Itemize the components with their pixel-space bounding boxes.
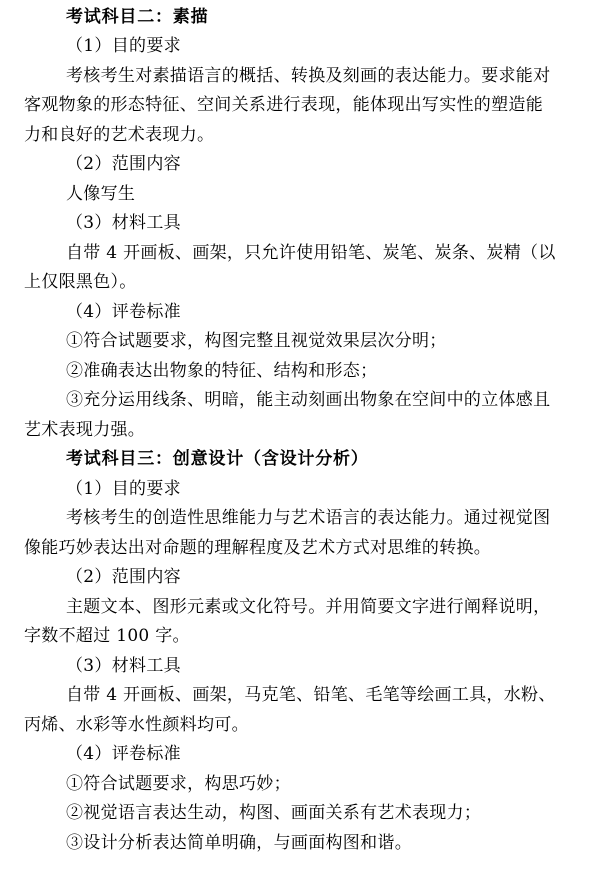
paragraph-line: 人像写生 [66,184,136,204]
list-item: ③设计分析表达简单明确，与画面构图和谐。 [66,833,412,853]
subheading-scope: （2）范围内容 [66,154,181,174]
paragraph-line: 客观物象的形态特征、空间关系进行表现，能体现出写实性的塑造能 [24,95,543,115]
list-item: ②视觉语言表达生动，构图、画面关系有艺术表现力； [66,803,482,823]
section-heading-creative-design: 考试科目三：创意设计（含设计分析） [66,449,369,469]
paragraph-line: 丙烯、水彩等水性颜料均可。 [24,715,249,735]
subheading-scope: （2）范围内容 [66,567,181,587]
list-item: ①符合试题要求，构思巧妙； [66,774,291,794]
paragraph-line: 自带 4 开画板、画架，马克笔、铅笔、毛笔等绘画工具，水粉、 [66,685,556,705]
list-item: ③充分运用线条、明暗，能主动刻画出物象在空间中的立体感且 [66,390,551,410]
paragraph-line: 力和良好的艺术表现力。 [24,125,215,145]
subheading-goal: （1）目的要求 [66,479,181,499]
paragraph-line: 上仅限黑色）。 [24,272,137,292]
list-item: ①符合试题要求，构图完整且视觉效果层次分明； [66,331,447,351]
subheading-goal: （1）目的要求 [66,36,181,56]
paragraph-line: 像能巧妙表达出对命题的理解程度及艺术方式对思维的转换。 [24,538,492,558]
paragraph-line: 考核考生对素描语言的概括、转换及刻画的表达能力。要求能对 [66,66,551,86]
subheading-materials: （3）材料工具 [66,656,181,676]
paragraph-line: 艺术表现力强。 [24,420,146,440]
paragraph-line: 考核考生的创造性思维能力与艺术语言的表达能力。通过视觉图 [66,508,551,528]
subheading-criteria: （4）评卷标准 [66,744,181,764]
subheading-criteria: （4）评卷标准 [66,302,181,322]
subheading-materials: （3）材料工具 [66,213,181,233]
list-item: ②准确表达出物象的特征、结构和形态； [66,361,378,381]
paragraph-line: 字数不超过 100 字。 [24,626,190,646]
paragraph-line: 自带 4 开画板、画架，只允许使用铅笔、炭笔、炭条、炭精（以 [66,243,556,263]
paragraph-line: 主题文本、图形元素或文化符号。并用简要文字进行阐释说明， [66,597,551,617]
section-heading-sketch: 考试科目二：素描 [66,7,209,27]
